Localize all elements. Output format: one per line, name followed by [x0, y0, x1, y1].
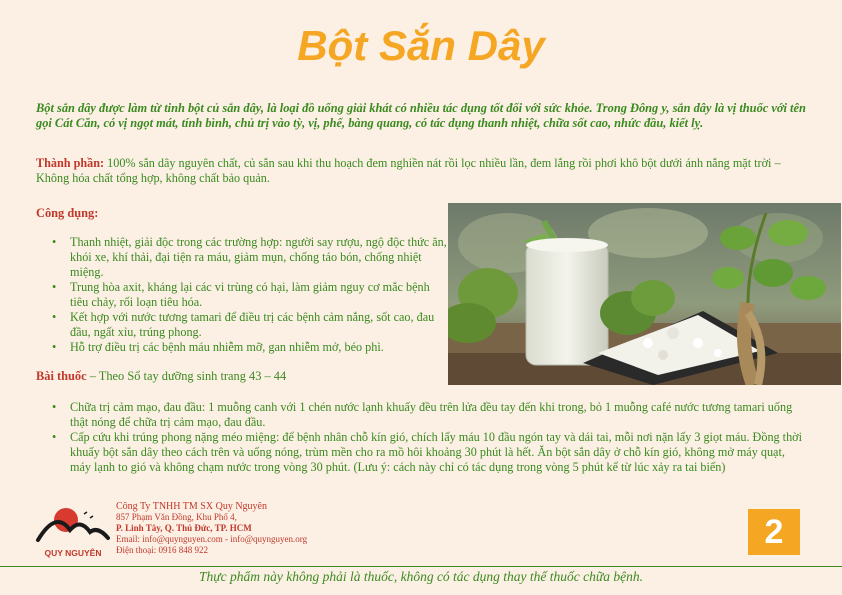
company-email: Email: info@quynguyen.com - info@quynguyen.org	[116, 534, 308, 544]
product-photo-illustration	[448, 203, 841, 385]
list-item-text: Kết hợp với nước tương tamari để điều trị các bệnh cảm nắng, sốt cao, đau đầu, ngất xỉu, trúng phong.	[70, 310, 435, 339]
bullet-icon: •	[52, 400, 57, 414]
ingredients-text: 100% sắn dây nguyên chất, củ sắn sau khi thu hoạch đem nghiền nát rồi lọc nhiều lần, đem lắng rồi phơi khô bột dưới ánh nắng mặt trời – Không hóa chất tổng hợp, không chất bảo quản.	[36, 156, 781, 185]
company-info	[116, 501, 307, 556]
list-item	[36, 280, 448, 310]
ingredients-label: Thành phần:	[36, 156, 105, 170]
bullet-icon: •	[52, 310, 57, 324]
list-item-text: Thanh nhiệt, giải độc trong các trường hợp: người say rượu, ngộ độc thức ăn, khói xe, khí thải, đại tiện ra máu, giảm mụn, chống táo bón, chống nhiệt miệng.	[70, 235, 447, 279]
list-item	[36, 235, 448, 280]
bullet-icon: •	[52, 340, 57, 354]
list-item-text: Cấp cứu khi trúng phong nặng méo miệng: để bệnh nhân chỗ kín gió, chích lấy máu 10 đầu ngón tay và dái tai, mỗi nơi nặn lấy 3 giọt máu. Đồng thời khuấy bột sắn dây theo cách trên và uống nóng, trùm mền cho ra mồ hôi khoảng 30 phút là hết. Ăn bột sắn dây ở chỗ kín gió, không mở máy quạt, máy lạnh to gió và không chạm nước trong vòng 30 phút. (Lưu ý: cách này chỉ có tác dụng trong vòng 5 phút kể từ lúc xảy ra tai biến)	[70, 430, 802, 474]
page-title: Bột Sắn Dây	[297, 22, 545, 69]
remedies-heading	[36, 369, 286, 384]
list-item	[36, 310, 448, 340]
company-phone: Điện thoại: 0916 848 922	[116, 545, 208, 555]
company-address-1: 857 Phạm Văn Đồng, Khu Phố 4,	[116, 512, 237, 522]
bullet-icon: •	[52, 430, 57, 444]
uses-heading: Công dụng:	[36, 206, 99, 220]
bullet-icon: •	[52, 280, 57, 294]
disclaimer: Thực phẩm này không phải là thuốc, không có tác dụng thay thế thuốc chữa bệnh.	[198, 569, 644, 584]
company-name: Công Ty TNHH TM SX Quy Nguyên	[116, 501, 267, 512]
remedies-label: Bài thuốc	[36, 369, 87, 383]
list-item	[36, 400, 808, 430]
company-address-2: P. Linh Tây, Q. Thủ Đức, TP. HCM	[116, 523, 252, 533]
list-item-text: Hỗ trợ điều trị các bệnh máu nhiễm mỡ, gan nhiễm mở, béo phì.	[70, 340, 384, 354]
footer-divider	[0, 566, 842, 567]
list-item	[36, 430, 808, 475]
remedies-list	[36, 400, 808, 475]
uses-list	[36, 235, 448, 355]
page-number: 2	[748, 509, 800, 555]
list-item	[36, 340, 448, 355]
remedies-source: – Theo Sổ tay dưỡng sinh trang 43 – 44	[86, 369, 287, 383]
list-item-text: Chữa trị cảm mạo, đau đầu: 1 muỗng canh với 1 chén nước lạnh khuấy đều trên lửa đều tay đến khi trong, bỏ 1 muỗng café nước tương tamari uống thật nóng để chữa trị cảm mạo, đau đầu.	[70, 400, 793, 429]
logo-text: QUY NGUYÊN	[44, 548, 102, 558]
bullet-icon: •	[52, 235, 57, 249]
company-logo	[34, 496, 112, 562]
list-item-text: Trung hòa axit, kháng lại các vi trùng có hại, làm giảm nguy cơ mắc bệnh tiêu chảy, rối loạn tiêu hóa.	[70, 280, 430, 309]
ingredients-paragraph	[36, 156, 808, 186]
intro-paragraph: Bột sắn dây được làm từ tinh bột củ sắn dây, là loại đồ uống giải khát có nhiều tác dụng tốt đối với sức khỏe. Trong Đông y, sắn dây là vị thuốc với tên gọi Cát Căn, có vị ngọt mát, tính bình, chủ trị vào tỳ, vị, phế, bàng quang, có tác dụng thanh nhiệt, chữa sốt cao, nhức đầu, kiết lỵ.	[36, 101, 806, 130]
product-photo	[448, 203, 841, 385]
